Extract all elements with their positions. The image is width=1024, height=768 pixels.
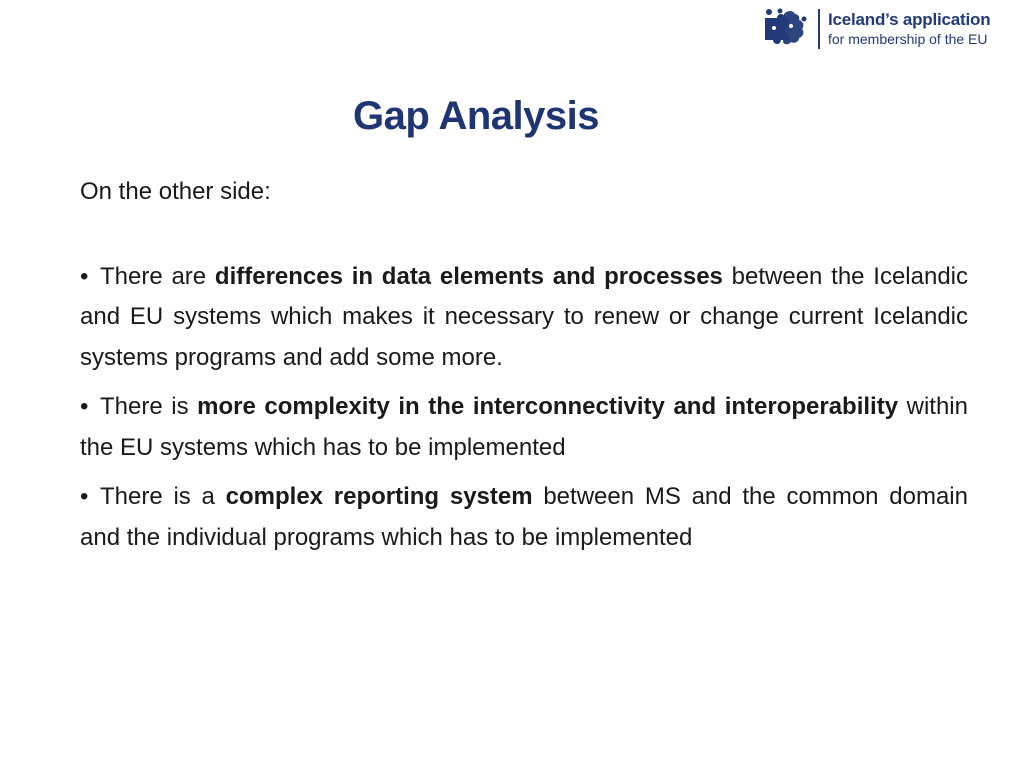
bullet-icon: • bbox=[80, 262, 89, 290]
bullet-item-differences bbox=[80, 257, 968, 379]
bullet-text-lead: There are bbox=[100, 262, 215, 290]
logo-subtitle: for membership of the EU bbox=[828, 31, 988, 47]
slide-content bbox=[80, 172, 968, 567]
bullet-text-rest: between the Icelandic and EU systems which makes it necessary to renew or change current Icelandic systems programs and add some more. bbox=[80, 262, 969, 371]
iceland-puzzle-logo-icon bbox=[760, 8, 810, 50]
bullet-item-reporting bbox=[80, 477, 968, 558]
bullet-text-rest: between MS and the common domain and the individual programs which has to be implemented bbox=[80, 483, 968, 551]
bullet-text-rest: within the EU systems which has to be implemented bbox=[80, 393, 968, 461]
bullet-icon: • bbox=[80, 483, 89, 510]
logo-divider bbox=[818, 9, 820, 49]
bullet-text-lead: There is bbox=[100, 393, 198, 420]
bullet-text-emphasis: differences in data elements and processes bbox=[214, 262, 723, 290]
logo-title: Iceland’s application bbox=[828, 10, 991, 29]
bullet-item-complexity bbox=[80, 387, 968, 468]
bullet-text-emphasis: more complexity in the interconnectivity and interoperability bbox=[197, 393, 899, 420]
bullet-text-emphasis: complex reporting system bbox=[225, 483, 533, 510]
eu-application-logo bbox=[760, 6, 1012, 52]
intro-text: On the other side: bbox=[80, 178, 271, 205]
slide-title: Gap Analysis bbox=[353, 94, 599, 138]
bullet-icon: • bbox=[80, 393, 89, 420]
bullet-text-lead: There is a bbox=[100, 483, 226, 510]
